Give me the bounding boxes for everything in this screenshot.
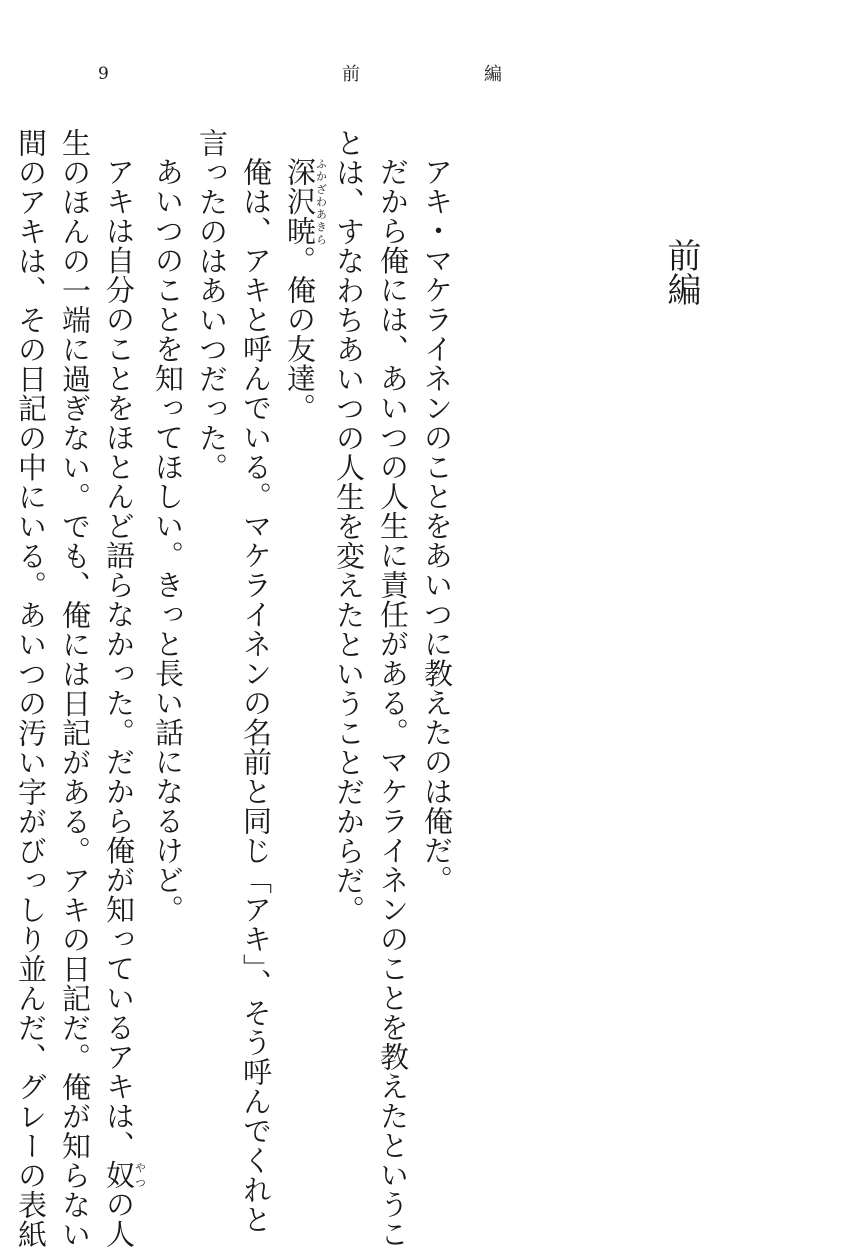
paragraph-1: アキ・マケライネンのことをあいつに教えたのは俺だ。 [420,157,454,895]
paragraph-2-continued: とは、すなわちあいつの人生を変えたということだからだ。 [332,128,366,925]
paragraph-6-continued: 生のほんの一端に過ぎない。でも、俺には日記がある。アキの日記だ。俺が知らない [58,128,92,1249]
paragraph-3 [278,157,327,1108]
name-ruby [283,157,328,246]
paragraph-6-after: の人 [102,1189,136,1249]
yatsu-reading: やつ [133,1160,147,1190]
paragraph-6-text: アキは自分のことをほとんど語らなかった。だから俺が知っているアキは、 [102,157,136,1160]
yatsu-kanji: 奴 [102,1160,136,1190]
paragraph-4-continued: 言ったのはあいつだった。 [195,128,229,482]
running-title-char-2: 編 [484,64,502,85]
paragraph-2: だから俺には、あいつの人生に責任がある。マケライネンのことを教えたというこ [376,157,410,1249]
paragraph-6-continued-2: 間のアキは、その日記の中にいる。あいつの汚い字がびっしり並んだ、グレーの表紙 [14,128,48,1249]
paragraph-5: あいつのことを知ってほしい。きっと長い話になるけど。 [151,157,185,924]
paragraph-6 [97,157,147,1249]
running-header [342,66,502,84]
paragraph-3-rest: 。俺の友達。 [283,245,317,423]
name-kanji: 深沢暁 [283,157,317,246]
paragraph-4: 俺は、アキと呼んでいる。マケライネンの名前と同じ「アキ」、そう呼んでくれと [239,157,273,1234]
name-reading: ふかざわあきら [314,157,328,246]
body-text [9,128,459,1249]
chapter-title: 前編 [661,238,701,306]
running-title-char-1: 前 [342,64,360,85]
page-number: 9 [98,64,109,84]
yatsu-ruby [102,1160,147,1190]
